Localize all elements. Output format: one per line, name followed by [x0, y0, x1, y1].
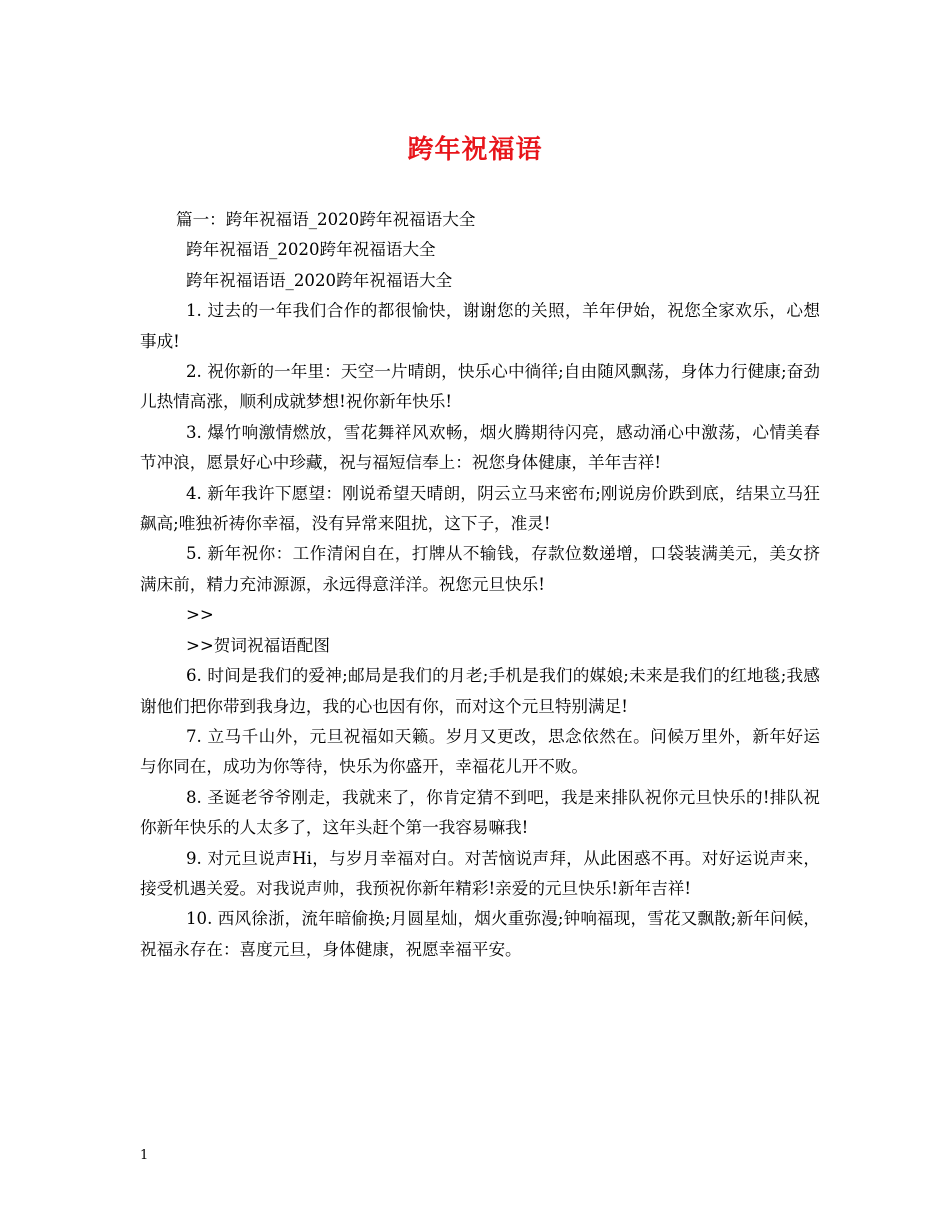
blessing-item: 1. 过去的一年我们合作的都很愉快，谢谢您的关照，羊年伊始，祝您全家欢乐，心想事成! [140, 301, 820, 351]
blessing-item: 2. 祝你新的一年里：天空一片晴朗，快乐心中徜徉;自由随风飘荡，身体力行健康;奋劲儿热情高涨，顺利成就梦想!祝你新年快乐! [140, 362, 820, 412]
blessing-item: 6. 时间是我们的爱神;邮局是我们的月老;手机是我们的媒娘;未来是我们的红地毯;我感谢他们把你带到我身边，我的心也因有你，而对这个元旦特别满足! [140, 666, 820, 716]
document-body [140, 205, 820, 965]
blessing-item: 9. 对元旦说声Hi，与岁月幸福对白。对苦恼说声拜，从此困惑不再。对好运说声来，接受机遇关爱。对我说声帅，我预祝你新年精彩!亲爱的元旦快乐!新年吉祥! [140, 848, 820, 898]
blessing-item: 3. 爆竹响激情燃放，雪花舞祥风欢畅，烟火腾期待闪亮，感动涌心中激荡，心情美春节冲浪，愿景好心中珍藏，祝与福短信奉上：祝您身体健康，羊年吉祥! [140, 422, 820, 473]
page-number: 1 [140, 1148, 149, 1163]
section-heading: 篇一：跨年祝福语_2020跨年祝福语大全 [176, 210, 476, 229]
blessing-item: 7. 立马千山外，元旦祝福如天籁。岁月又更改，思念依然在。问候万里外，新年好运与你同在，成功为你等待，快乐为你盛开，幸福花儿开不败。 [140, 726, 820, 777]
document-title: 跨年祝福语 [407, 135, 543, 165]
subheading: 跨年祝福语语_2020跨年祝福语大全 [186, 270, 453, 290]
arrow-marker: >> [186, 605, 214, 625]
blessing-item: 4. 新年我许下愿望：刚说希望天晴朗，阴云立马来密布;刚说房价跌到底，结果立马狂飙高;唯独祈祷你幸福，没有异常来阻扰，这下子，准灵! [140, 483, 820, 534]
subheading: 跨年祝福语_2020跨年祝福语大全 [186, 240, 436, 260]
blessing-item: 10. 西风徐浙，流年暗偷换;月圆星灿，烟火重弥漫;钟响福现，雪花又飘散;新年问候，祝福永存在：喜度元旦，身体健康，祝愿幸福平安。 [140, 909, 820, 959]
blessing-item: 8. 圣诞老爷爷刚走，我就来了，你肯定猜不到吧，我是来排队祝你元旦快乐的!排队祝你新年快乐的人太多了，这年头赶个第一我容易嘛我! [140, 787, 820, 838]
image-link[interactable]: >>贺词祝福语配图 [186, 635, 330, 655]
blessing-item: 5. 新年祝你：工作清闲自在，打牌从不输钱，存款位数递增，口袋装满美元，美女挤满床前，精力充沛源源，永远得意洋洋。祝您元旦快乐! [140, 544, 820, 594]
